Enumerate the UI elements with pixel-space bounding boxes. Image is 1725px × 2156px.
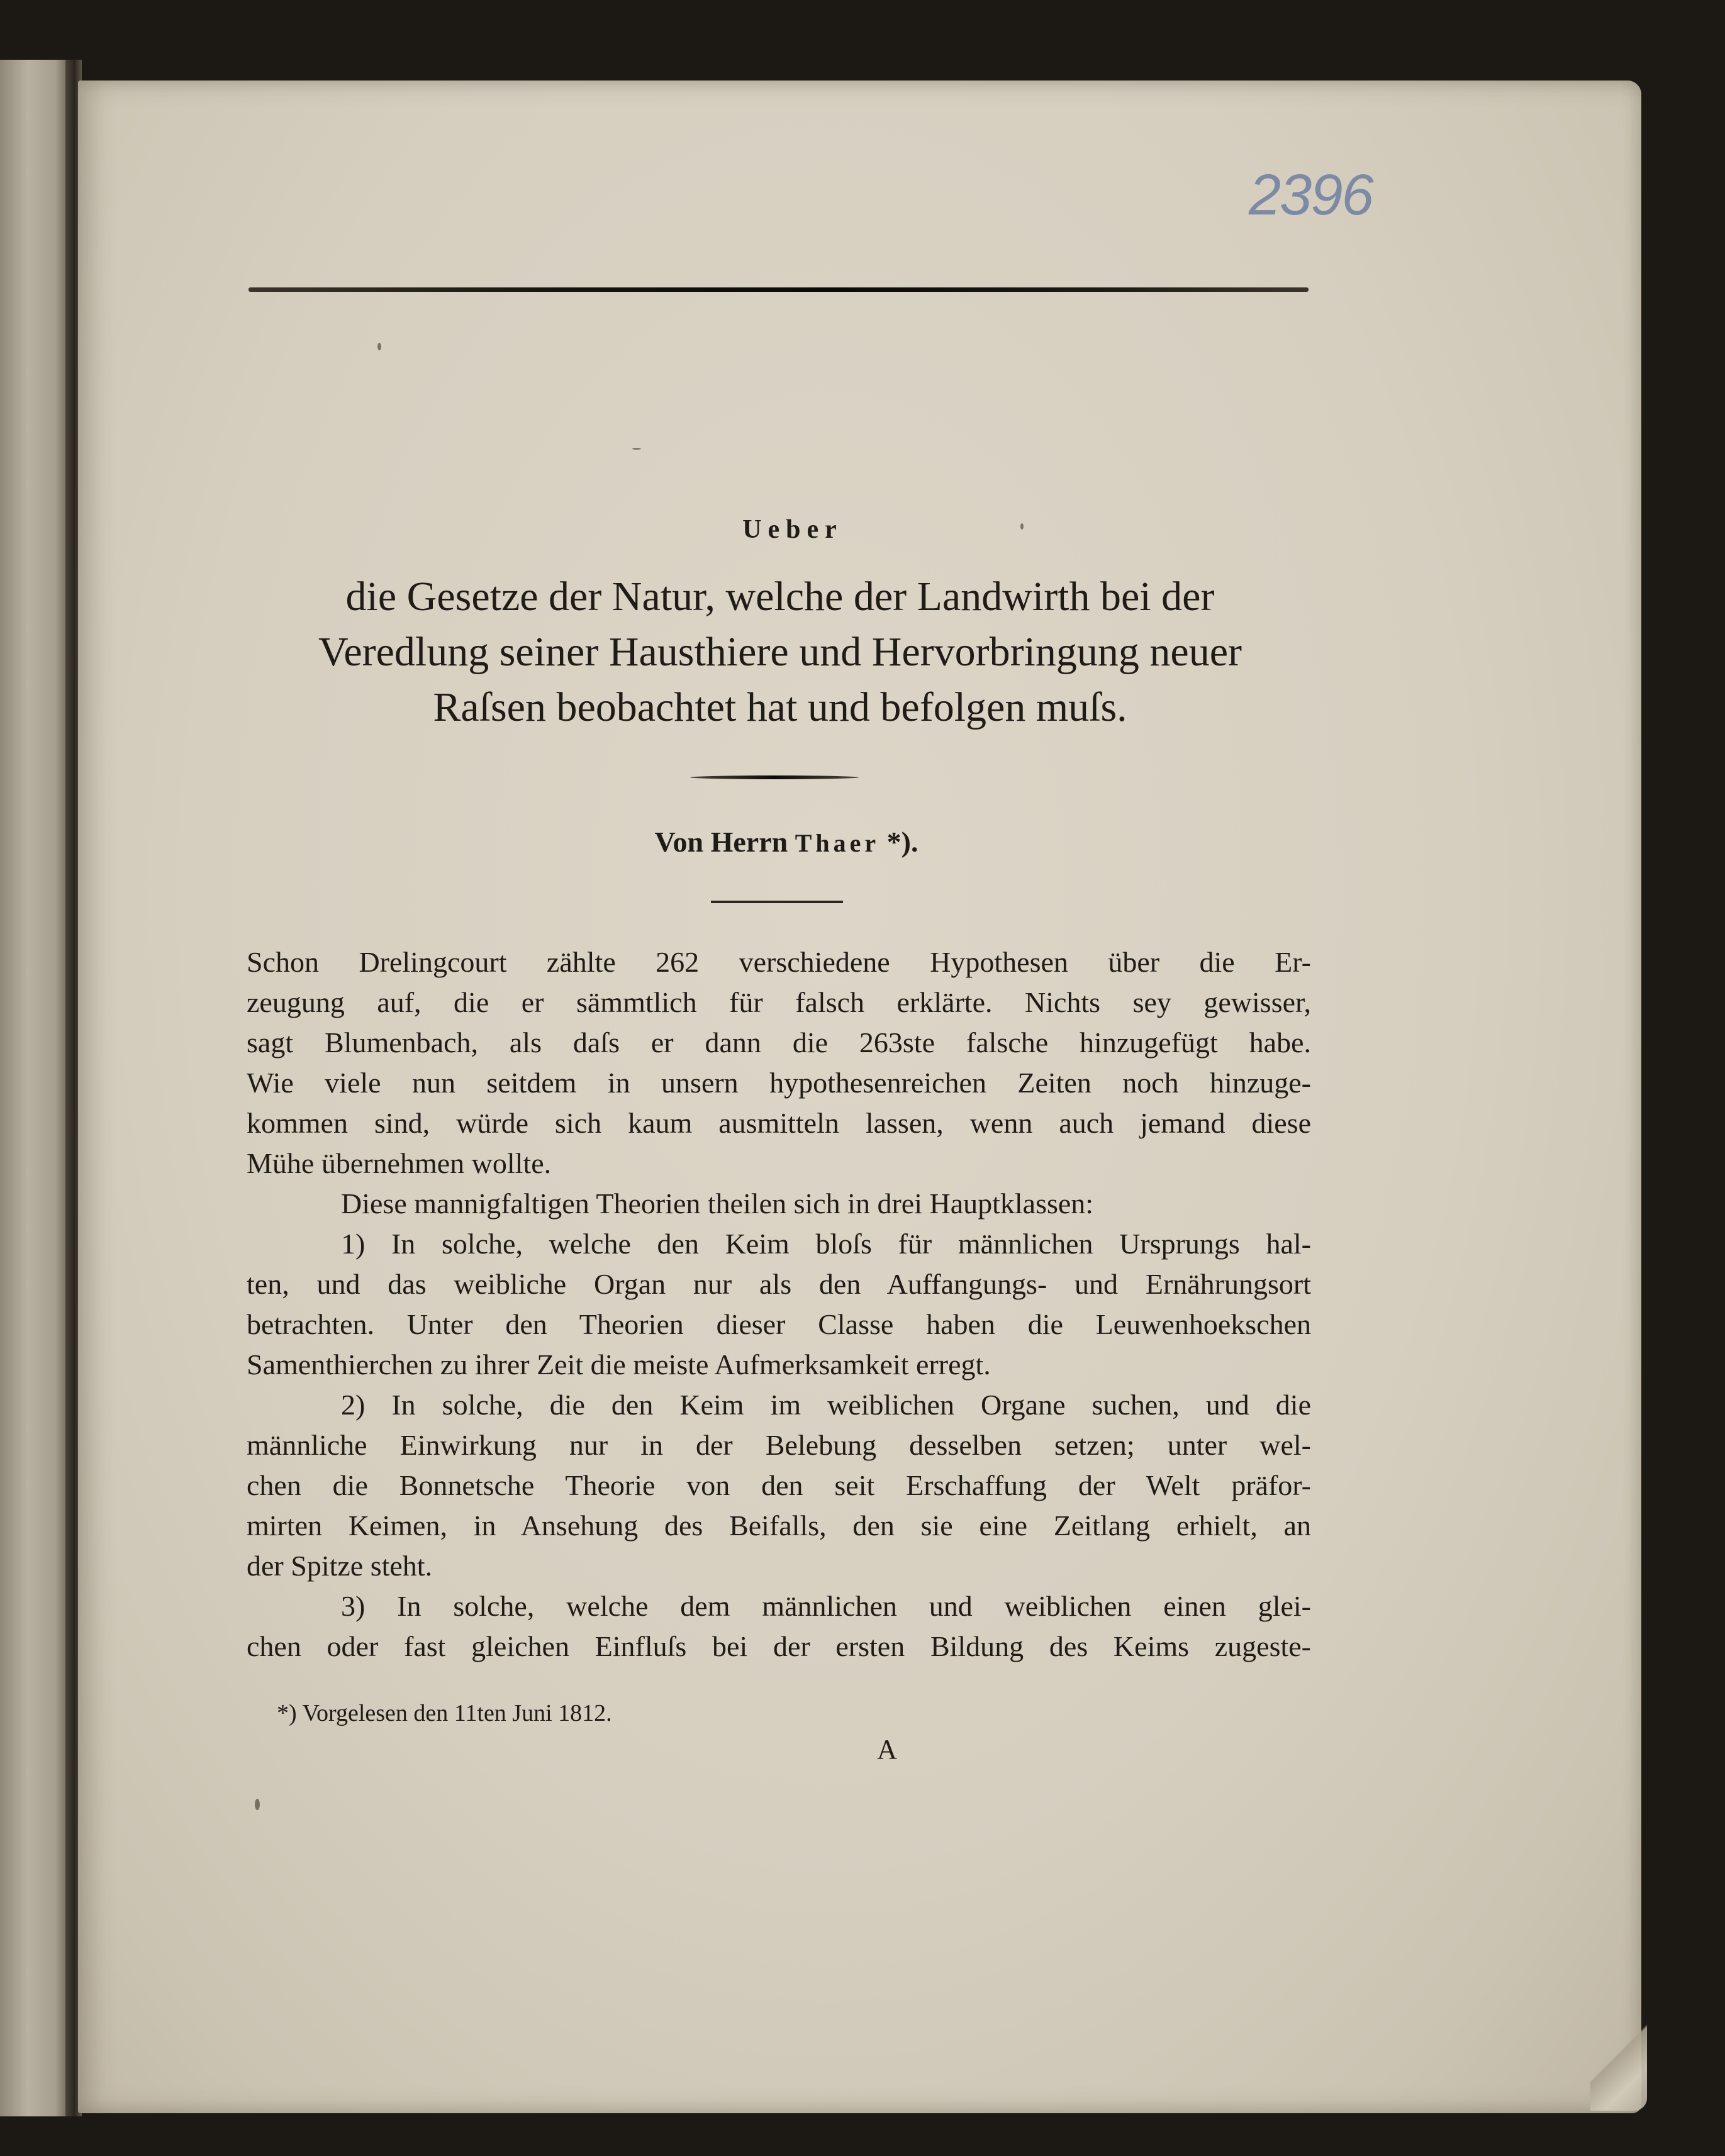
footnote: *) Vorgelesen den 11ten Juni 1812. <box>277 1700 612 1726</box>
title-divider <box>690 775 859 779</box>
byline-divider <box>711 901 843 903</box>
text-line: Schon Drelingcourt zählte 262 verschiedene Hypothesen über die Er- <box>247 946 1311 978</box>
printer-signature: A <box>877 1734 897 1765</box>
text-line: Diese mannigfaltigen Theorien theilen sich in drei Hauptklassen: <box>341 1187 1094 1220</box>
text-line: Wie viele nun seitdem in unsern hypothesenreichen Zeiten noch hinzuge- <box>247 1067 1311 1099</box>
title-line: Raſsen beobachtet hat und befolgen muſs. <box>433 684 1127 730</box>
byline-prefix: Von Herrn <box>654 826 788 858</box>
header-rule <box>248 287 1309 292</box>
text-line: 3) In solche, welche dem männlichen und weiblichen einen glei- <box>341 1590 1311 1622</box>
paragraph-3 <box>247 1224 1311 1385</box>
title-line: Veredlung seiner Hausthiere und Hervorbringung neuer <box>318 629 1242 675</box>
page-corner-curl <box>1590 2023 1647 2111</box>
text-line: 2) In solche, die den Keim im weiblichen Organe suchen, und die <box>341 1389 1311 1421</box>
body-text <box>247 942 1311 1667</box>
title-line: die Gesetze der Natur, welche der Landwirth bei der <box>345 574 1215 620</box>
text-line: sagt Blumenbach, als daſs er dann die 263ste falsche hinzugefügt habe. <box>247 1026 1311 1059</box>
paragraph-1 <box>247 942 1311 1184</box>
text-line: Samenthierchen zu ihrer Zeit die meiste Aufmerksamkeit erregt. <box>247 1348 991 1381</box>
paragraph-4 <box>247 1385 1311 1586</box>
article-title <box>239 569 1321 735</box>
text-line: kommen sind, würde sich kaum ausmitteln lassen, wenn auch jemand diese <box>247 1107 1311 1139</box>
paragraph-5 <box>247 1586 1311 1667</box>
paper-speck <box>1020 523 1024 530</box>
author-byline <box>566 825 1007 859</box>
paragraph-2 <box>247 1184 1311 1224</box>
text-line: betrachten. Unter den Theorien dieser Classe haben die Leuwenhoekschen <box>247 1308 1311 1340</box>
previous-page-edge <box>0 60 69 2116</box>
author-name: Thaer <box>795 829 880 857</box>
text-line: Mühe übernehmen wollte. <box>247 1147 552 1179</box>
text-line: chen die Bonnetsche Theorie von den seit Erschaffung der Welt präfor- <box>247 1469 1311 1501</box>
text-line: 1) In solche, welche den Keim bloſs für männlichen Ursprungs hal- <box>341 1228 1311 1260</box>
footnote-marker: *). <box>886 826 918 858</box>
text-line: ten, und das weibliche Organ nur als den Auffangungs- und Ernährungsort <box>247 1268 1311 1300</box>
text-line: der Spitze steht. <box>247 1550 433 1582</box>
heading-ueber: Ueber <box>742 515 843 544</box>
paper-speck <box>632 448 641 450</box>
text-line: männliche Einwirkung nur in der Belebung desselben setzen; unter wel- <box>247 1429 1311 1461</box>
text-line: chen oder fast gleichen Einfluſs bei der ersten Bildung des Keims zugeste- <box>247 1630 1311 1662</box>
text-line: zeugung auf, die er sämmtlich für falsch erklärte. Nichts sey gewisser, <box>247 986 1311 1018</box>
paper-speck <box>377 343 381 350</box>
handwritten-shelfmark: 2396 <box>1249 163 1373 227</box>
paper-speck <box>255 1799 260 1810</box>
text-line: mirten Keimen, in Ansehung des Beifalls, den sie eine Zeitlang erhielt, an <box>247 1509 1311 1542</box>
